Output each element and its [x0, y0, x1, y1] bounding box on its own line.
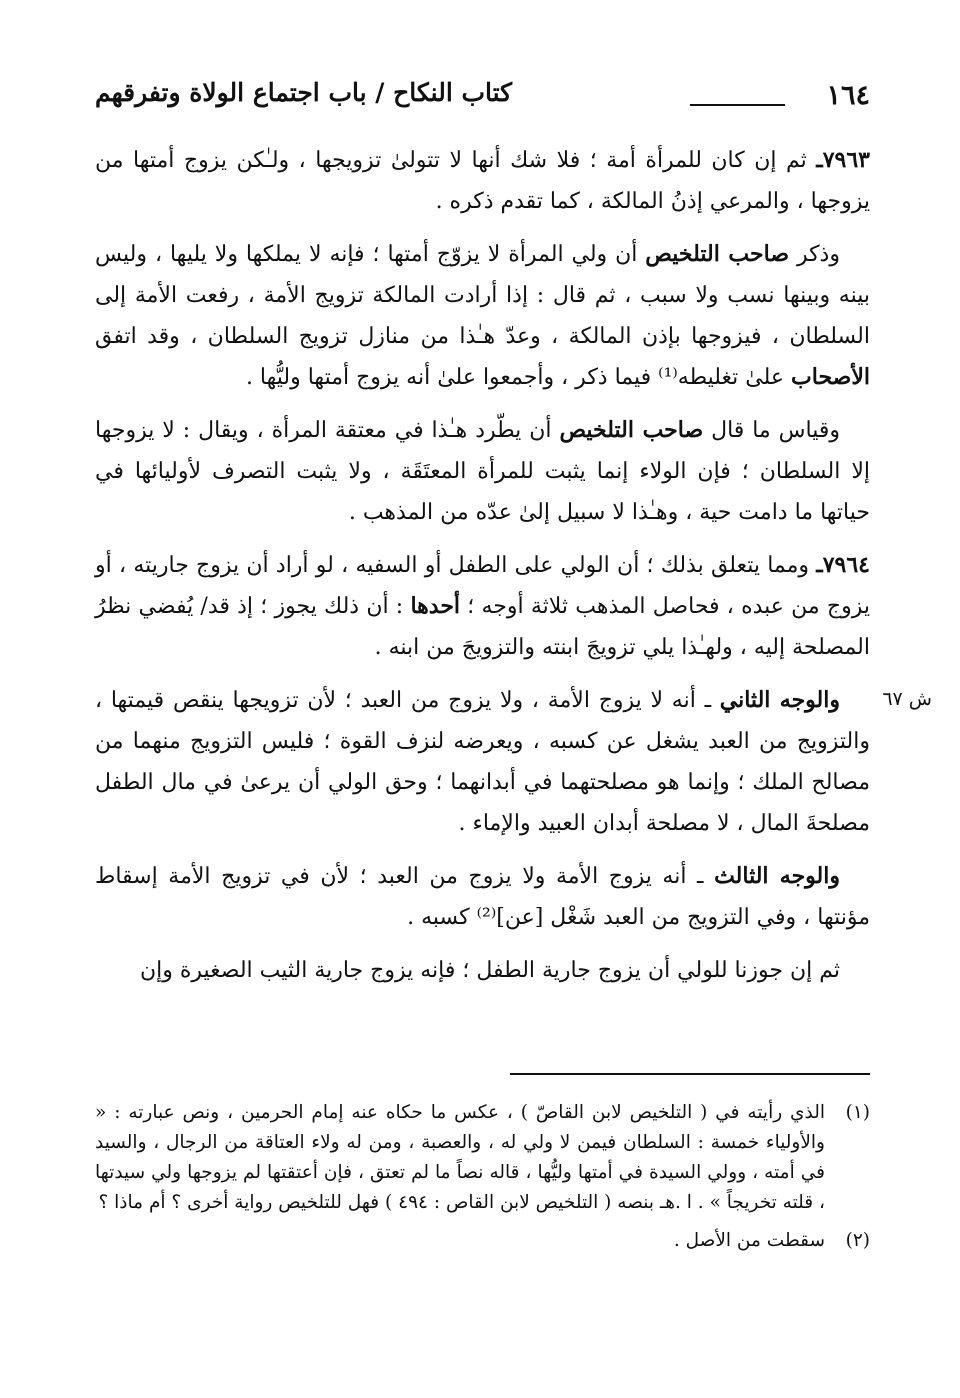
- issue-number: ٧٩٦٤ـ: [816, 552, 870, 578]
- emphasized-term: أحدها: [410, 593, 461, 619]
- paragraph-text: أن ولي المرأة لا يزوّج أمتها ؛ فإنه لا يملكها ولا يليها ، وليس بينه وبينها نسب ولا سبب ، ثم قال : إذا أرادت المالكة تزويج الأمة ، رفعت الأمة إلى السلطان ، فيزوجها بإذن المالكة ، وعدّ هـٰذا من منازل تزويج السلطان ، وقد اتفق: [95, 242, 871, 349]
- paragraph: [95, 950, 870, 991]
- footnote-text: الذي رأيته في ( التلخيص لابن القاصّ ) ، عكس ما حكاه عنه إمام الحرمين ، ونص عبارته : « والأولياء خمسة : السلطان فيمن لا ولي له ، والعصبة ، ومن له ولاء العتاقة من الرجال ، والسيد في أمته ، وولي السيدة في أمتها وليُّها ، قاله نصاً ما لم تعتق ، فإن أعتقتها لم يزوجها ولي سيدتها ، قلته تخريجاً » . ا .هـ بنصه ( التلخيص لابن القاص : ٤٩٤ ) فهل للتلخيص رواية أخرى ؟ أم ماذا ؟: [95, 1102, 825, 1213]
- emphasized-term: صاحب التلخيص: [645, 241, 790, 267]
- page-header: [95, 74, 870, 122]
- paragraph-text: ومما يتعلق بذلك ؛ أن الولي على الطفل أو السفيه ، لو أراد أن يزوج جاريته ، أو يزوج من عبده ، فحاصل المذهب ثلاثة أوجه ؛: [95, 553, 871, 619]
- paragraph-7963: [95, 140, 870, 222]
- footnote: [95, 1226, 870, 1256]
- paragraph-text: ـ أنه يزوج الأمة ولا يزوج من العبد ؛ لأن في تزويج الأمة إسقاط مؤنتها ، وفي التزويج من العبد شَغْل [عن]⁽²⁾ كسبه .: [95, 864, 870, 930]
- paragraph: [95, 410, 870, 533]
- paragraph-text: وذكر: [789, 242, 840, 267]
- paragraph: [95, 234, 870, 398]
- header-rule: [690, 104, 785, 106]
- paragraph-text: علىٰ تغليطه⁽¹⁾ فيما ذكر ، وأجمعوا علىٰ أنه يزوج أمتها وليُّها .: [245, 365, 792, 390]
- paragraph-text: أن يطّرد هـٰذا في معتقة المرأة ، ويقال : لا يزوجها إلا السلطان ؛ فإن الولاء إنما يثبت للمرأة المعتَقَة ، ولا يثبت التصرف لأوليائها في حياتها ما دامت حية ، وهـٰذا لا سبيل إلىٰ عدّه من المذهب .: [95, 418, 870, 525]
- emphasized-term: صاحب التلخيص: [559, 417, 704, 443]
- paragraph-third-view: [95, 856, 870, 938]
- paragraph-text: ثم إن كان للمرأة أمة ؛ فلا شك أنها لا تتولىٰ تزويجها ، ولـٰكن يزوج أمتها من يزوجها ، والمرعي إذنُ المالكة ، كما تقدم ذكره .: [95, 148, 870, 214]
- issue-number: ٧٩٦٣ـ: [816, 147, 870, 173]
- paragraph-text: ثم إن جوزنا للولي أن يزوج جارية الطفل ؛ فإنه يزوج جارية الثيب الصغيرة وإن: [139, 958, 840, 983]
- page-number: ١٦٤: [826, 80, 870, 111]
- paragraph-7964: [95, 545, 870, 668]
- footnote-number: (٢): [845, 1230, 870, 1251]
- manuscript-folio-note: ش ٦٧: [882, 688, 932, 710]
- footnotes: [95, 1098, 870, 1264]
- emphasized-term: والوجه الثاني: [719, 687, 840, 713]
- footnote-rule: [510, 1073, 870, 1075]
- footnote-text: سقطت من الأصل .: [673, 1230, 825, 1251]
- paragraph-second-view: [95, 680, 870, 844]
- footnote-number: (١): [845, 1102, 870, 1123]
- main-text: [95, 140, 870, 1003]
- emphasized-term: الأصحاب: [791, 364, 870, 390]
- footnote: [95, 1098, 870, 1218]
- paragraph-text: : أن ذلك يجوز ؛ إذ قد/ يُفضي نظرُ المصلحة إليه ، ولهـٰذا يلي تزويجَ ابنته والتزويجَ من ابنه .: [95, 594, 870, 660]
- paragraph-text: وقياس ما قال: [703, 418, 840, 443]
- paragraph-text: ـ أنه لا يزوج الأمة ، ولا يزوج من العبد ؛ لأن تزويجها ينقص قيمتها ، والتزويج من العبد يشغل عن كسبه ، ويعرضه لنزف القوة ؛ فليس التزويج منهما من مصالح الملك ؛ وإنما هو مصلحتهما في أبدانهما ؛ وحق الولي أن يرعىٰ في مال الطفل مصلحةَ المال ، لا مصلحة أبدان العبيد والإماء .: [95, 688, 870, 836]
- running-title: كتاب النكاح / باب اجتماع الولاة وتفرقهم: [95, 78, 513, 107]
- emphasized-term: والوجه الثالث: [714, 863, 840, 889]
